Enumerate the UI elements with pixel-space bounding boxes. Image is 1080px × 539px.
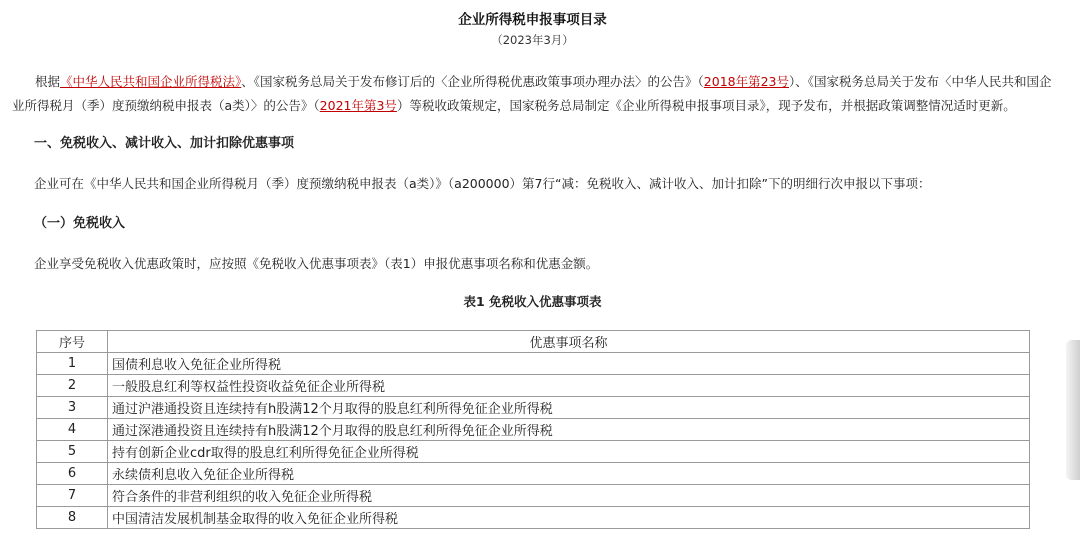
row-index: 7 [37,485,108,507]
row-index: 6 [37,463,108,485]
intro-text-1: 根据 [35,74,61,89]
row-item-name: 通过沪港通投资且连续持有h股满12个月取得的股息红利所得免征企业所得税 [108,397,1030,419]
section-heading: 一、免税收入、减计收入、加计扣除优惠事项 [34,136,295,151]
intro-text-3: ）、《国家税务总局关于发布〈中华人民共和国企业所得税月（季）度预缴纳税申报表（a类）〉的公告》（ [12,74,1052,113]
header-index: 序号 [37,331,108,353]
subsection-paragraph: 企业享受免税收入优惠政策时，应按照《免税收入优惠事项表》（表1）申报优惠事项名称和优惠金额。 [34,256,599,271]
intro-paragraph [12,70,1062,118]
table-row [37,419,1030,441]
edge-scroll-shadow [1066,340,1080,480]
table-row [37,441,1030,463]
row-item-name: 通过深港通投资且连续持有h股满12个月取得的股息红利所得免征企业所得税 [108,419,1030,441]
document-date: （2023年3月） [491,33,574,47]
row-index: 1 [37,353,108,375]
row-index: 4 [37,419,108,441]
table-row [37,485,1030,507]
table-row [37,463,1030,485]
table-row [37,507,1030,529]
row-item-name: 国债利息收入免征企业所得税 [108,353,1030,375]
table-row [37,375,1030,397]
row-index: 5 [37,441,108,463]
header-item-name: 优惠事项名称 [108,331,1030,353]
row-item-name: 持有创新企业cdr取得的股息红利所得免征企业所得税 [108,441,1030,463]
intro-text-4: ）等税收政策规定，国家税务总局制定《企业所得税申报事项目录》，现予发布，并根据政策调整情况适时更新。 [396,98,1016,113]
table-row [37,353,1030,375]
announcement-2021-3-link[interactable]: 2021年第3号 [319,98,397,113]
section-paragraph: 企业可在《中华人民共和国企业所得税月（季）度预缴纳税申报表（a类）》（a200000）第7行“减：免税收入、减计收入、加计扣除”下的明细行次申报以下事项： [34,176,931,191]
announcement-2018-23-link[interactable]: 2018年第23号 [703,74,790,89]
row-index: 2 [37,375,108,397]
row-item-name: 永续债利息收入免征企业所得税 [108,463,1030,485]
tax-law-link[interactable]: 《中华人民共和国企业所得税法》 [60,74,242,89]
exemption-table [36,330,1030,529]
row-item-name: 一般股息红利等权益性投资收益免征企业所得税 [108,375,1030,397]
row-item-name: 中国清洁发展机制基金取得的收入免征企业所得税 [108,507,1030,529]
row-index: 3 [37,397,108,419]
table-row [37,397,1030,419]
subsection-heading: （一）免税收入 [34,216,126,231]
table-caption: 表1 免税收入优惠事项表 [463,294,602,309]
document-title: 企业所得税申报事项目录 [458,12,607,28]
row-item-name: 符合条件的非营利组织的收入免征企业所得税 [108,485,1030,507]
row-index: 8 [37,507,108,529]
intro-text-2: 、《国家税务总局关于发布修订后的〈企业所得税优惠政策事项办理办法〉的公告》（ [241,74,704,89]
table-header-row [37,331,1030,353]
